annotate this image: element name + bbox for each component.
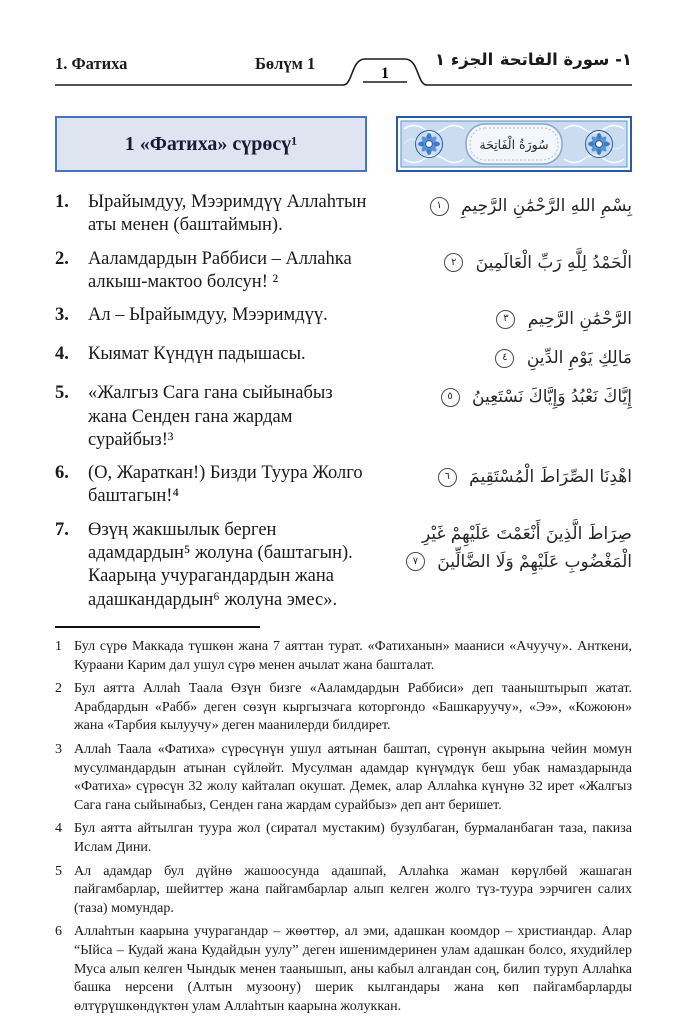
ayah-number-medallion: ٥	[441, 388, 460, 407]
surah-ornament-banner	[396, 116, 632, 172]
ayah-number-medallion: ٣	[496, 310, 515, 329]
footnote-2	[55, 680, 632, 736]
footnote-number: 6	[55, 924, 62, 940]
arabic-text: إِيَّاكَ نَعْبُدُ وَإِيَّاكَ نَسْتَعِينُ	[472, 387, 632, 408]
arabic-text: الْحَمْدُ لِلَّهِ رَبِّ الْعَالَمِينَ	[475, 252, 632, 273]
footnote-6	[55, 923, 632, 1016]
arabic-text: الرَّحْمَٰنِ الرَّحِيمِ	[527, 309, 632, 330]
verse-number: 4.	[55, 344, 69, 365]
footnote-number: 4	[55, 821, 62, 837]
header-rule-with-page-tab	[55, 54, 632, 88]
header-surah-arabic: ١- سورة الفاتحة	[499, 50, 632, 69]
arabic-text: اهْدِنَا الصِّرَاطَ الْمُسْتَقِيمَ	[469, 467, 632, 488]
verse-row-1	[55, 191, 632, 238]
footnote-number: 3	[55, 742, 62, 757]
verse-number: 3.	[55, 305, 69, 326]
footnote-4	[55, 820, 632, 857]
surah-title-box	[55, 116, 367, 172]
footnote-number: 1	[55, 638, 62, 654]
verse-arabic-text	[373, 462, 632, 509]
arabic-text: صِرَاطَ الَّذِينَ أَنْعَمْتَ عَلَيْهِمْ غَيْرِ الْمَغْضُوبِ عَلَيْهِمْ وَلَا الضَّالِّينَ	[421, 523, 632, 572]
verse-row-5	[55, 382, 632, 452]
footnote-text: Бул сүрө Маккада түшкөн жана 7 аяттан турат. «Фатиханын» мааниси «Ачуучу». Анткени, Кураани Карим дал ушул сүрө менен ачылат жана башталат.	[74, 638, 632, 673]
ayah-number-medallion: ٧	[406, 552, 425, 571]
arabic-text: مَالِكِ يَوْمِ الدِّينِ	[526, 348, 632, 369]
surah-title-label: 1 «Фатиха» сүрөсү¹	[124, 132, 298, 155]
verse-kyrgyz-text: «Жалгыз Сага гана сыйынабыз жана Сенден гана жардам сурайбыз!³	[88, 383, 333, 450]
verse-number: 6.	[55, 463, 69, 484]
ayah-number-medallion: ١	[430, 197, 449, 216]
footnote-3	[55, 741, 632, 815]
rosette-icon	[586, 131, 613, 158]
header-juz-arabic: الجزء ١	[435, 50, 494, 69]
verse-number: 5.	[55, 383, 69, 404]
verse-number: 2.	[55, 248, 69, 269]
rosette-icon	[416, 131, 443, 158]
verse-kyrgyz-text: Өзүң жакшылык берген адамдардын⁵ жолуна (баштагын). Каарыңа учурагандардын жана адашкандардын⁶ жолуна эмес».	[88, 519, 353, 610]
page-number: 1	[381, 65, 389, 82]
verse-kyrgyz-text: Кыямат Күндүн падышасы.	[88, 344, 306, 365]
footnote-text: Аллаһ Таала «Фатиха» сүрөсүнүн ушул аятынан баштап, сүрөнүн акырына чейин момун мусулмандардын атынан сүйлөйт. Мусулман адамдар күнүмдүк беш убак намаздарында «Фатиха» сүрөсүн 32 жолу кайталап окушат. Демек, алар Аллаһка күнүнө 32 ирет «Жалгыз Сага гана сыйынабыз, Сенден гана жардам сурайбыз» деп ант беришет.	[74, 742, 632, 813]
verse-row-4	[55, 343, 632, 372]
verse-number: 1.	[55, 192, 69, 212]
verse-kyrgyz-text: (О, Жараткан!) Бизди Туура Жолго баштагын!⁴	[88, 463, 363, 507]
ornament-surah-name-arabic: سُورَةُ الْفَاتِحَة	[479, 137, 549, 152]
verse-arabic-text	[373, 343, 632, 372]
footnote-text: Ал адамдар бул дүйнө жашоосунда адашпай, Аллаһка жаман көрүлбөй жашаган пайгамбарлар, шейиттер жана пайгамбарлар алып келген жолго түз-туура ээрчиген салих (таза) момундар.	[74, 863, 632, 916]
verse-row-2	[55, 248, 632, 295]
ayah-number-medallion: ٦	[438, 468, 457, 487]
verse-arabic-text	[373, 382, 632, 452]
footnote-text: Бул аятта айтылган туура жол (сиратал мустаким) бузулбаган, бурмаланбаган таза, пакиза Ислам Дини.	[74, 821, 632, 856]
footnote-number: 2	[55, 681, 62, 697]
verse-row-3	[55, 304, 632, 333]
footnote-text: Бул аятта Аллаһ Таала Өзүн бизге «Ааламдардын Раббиси» деп тааныштырып жатат. Арабдардын «Рабб» деген сөзүн кыргызчага которгондо «Башкаруучу», «Ээ», «Кожоюн» жана «Тарбия кылуучу» деген маанилерди билдирет.	[74, 681, 632, 734]
footnote-text: Аллаһтын каарына учурагандар – жөөттөр, ал эми, адашкан коомдор – христиандар. Алар “Ыйса – Кудай жана Кудайдын уулу” деген ишенимдеринен улам адашкан болсо, яхудийлер Муса алып келген Чындык менен таанышып, аны кабыл алгандан соң, билип туруп Аллаһка башка нерсени (Алтын музоону) шерик кылгандары жана көп пайгамбарларды өлтүрүшкөндүктөн улам Аллаһтын каарына жолуккан.	[74, 924, 632, 1014]
verses-list	[55, 191, 632, 612]
footnote-number: 5	[55, 863, 62, 879]
ayah-number-medallion: ٤	[495, 349, 514, 368]
ayah-number-medallion: ٢	[444, 253, 463, 272]
header-chapter-title: 1. Фатиха	[55, 54, 128, 73]
verse-arabic-text	[373, 519, 632, 612]
verse-arabic-text	[373, 248, 632, 295]
verse-arabic-text	[373, 304, 632, 333]
verse-arabic-text	[373, 191, 632, 238]
arabic-text: بِسْمِ اللهِ الرَّحْمَٰنِ الرَّحِيمِ	[461, 196, 632, 216]
title-row	[55, 116, 632, 172]
verse-kyrgyz-text: Ааламдардын Раббиси – Аллаһка алкыш-мактоо болсун! ²	[88, 248, 352, 292]
footnote-5	[55, 863, 632, 919]
header-section-label: Бөлүм 1	[255, 54, 316, 73]
footnote-1	[55, 638, 632, 675]
verse-row-7	[55, 519, 632, 612]
footnote-separator	[55, 626, 260, 628]
verse-kyrgyz-text: Ырайымдуу, Мээримдүү Аллаһтын аты менен (баштаймын).	[88, 192, 367, 236]
page-header	[55, 44, 632, 88]
verse-number: 7.	[55, 519, 69, 540]
footnotes-list	[55, 638, 632, 1017]
verse-kyrgyz-text: Ал – Ырайымдуу, Мээримдүү.	[88, 305, 328, 326]
verse-row-6	[55, 462, 632, 509]
